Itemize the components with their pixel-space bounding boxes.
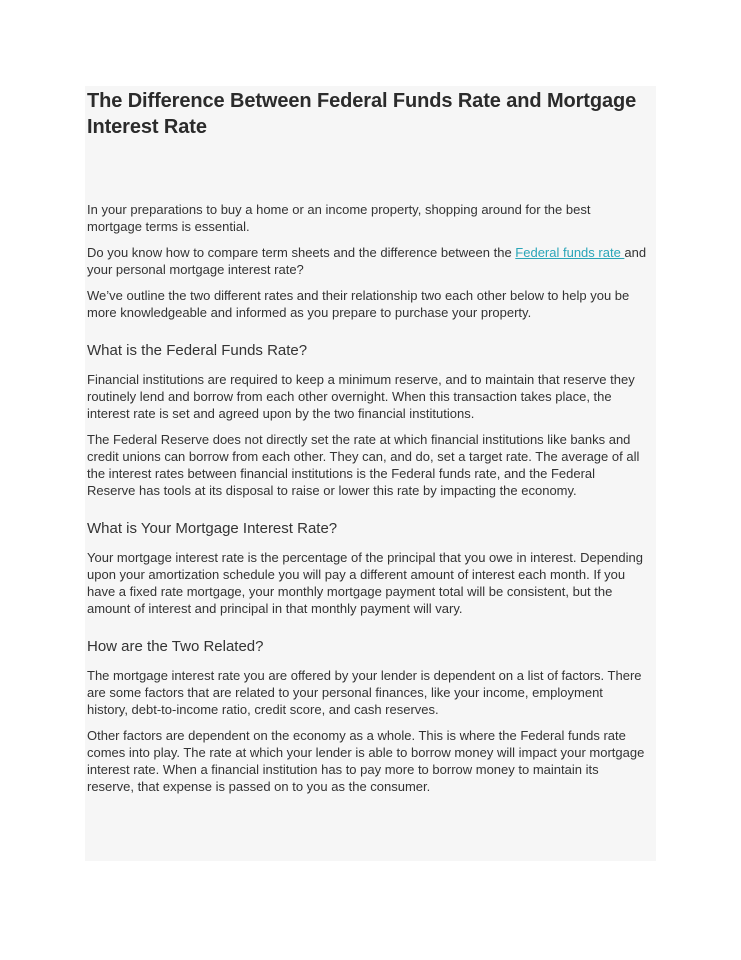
intro-paragraph-2 — [87, 244, 647, 278]
article — [87, 88, 647, 795]
article-title: The Difference Between Federal Funds Rate and Mortgage Interest Rate — [87, 90, 637, 138]
related-paragraph-2: Other factors are dependent on the economy as a whole. This is where the Federal funds rate comes into play. The rate at which your lender is able to borrow money will impact your mortgage interest rate. When a financial institution has to pay more to borrow money to maintain its reserve, that expense is passed on to you as the consumer. — [87, 728, 645, 794]
federal-funds-paragraph-1: Financial institutions are required to keep a minimum reserve, and to maintain that reserve they routinely lend and borrow from each other overnight. When this transaction takes place, the interest rate is set and agreed upon by the two financial institutions. — [87, 372, 635, 421]
mortgage-rate-paragraph-1: Your mortgage interest rate is the percentage of the principal that you owe in interest. Depending upon your amortization schedule you will pay a different amount of interest each month. If you have a fixed rate mortgage, your monthly mortgage payment total will be consistent, but the amount of interest and principal in that monthly payment will vary. — [87, 550, 643, 616]
section-heading-federal-funds-rate: What is the Federal Funds Rate? — [87, 342, 308, 359]
intro-text-after-link: and your personal mortgage interest rate? — [87, 245, 647, 277]
federal-funds-paragraph-2: The Federal Reserve does not directly set the rate at which financial institutions like banks and credit unions can borrow from each other. They can, and do, set a target rate. The average of all the interest rates between financial institutions is the Federal funds rate, and the Federal Reserve has tools at its disposal to raise or lower this rate by impacting the economy. — [87, 432, 640, 498]
related-paragraph-1: The mortgage interest rate you are offered by your lender is dependent on a list of factors. There are some factors that are related to your personal finances, like your income, employment history, debt-to-income ratio, credit score, and cash reserves. — [87, 668, 642, 717]
section-heading-mortgage-interest-rate: What is Your Mortgage Interest Rate? — [87, 520, 338, 537]
intro-paragraph-3: We’ve outline the two different rates and their relationship two each other below to help you be more knowledgeable and informed as you prepare to purchase your property. — [87, 288, 630, 320]
federal-funds-rate-link[interactable]: Federal funds rate — [515, 245, 625, 260]
intro-text-before-link: Do you know how to compare term sheets and the difference between the — [87, 245, 516, 260]
section-heading-how-related: How are the Two Related? — [87, 638, 264, 655]
intro-paragraph-1: In your preparations to buy a home or an income property, shopping around for the best mortgage terms is essential. — [87, 202, 591, 234]
